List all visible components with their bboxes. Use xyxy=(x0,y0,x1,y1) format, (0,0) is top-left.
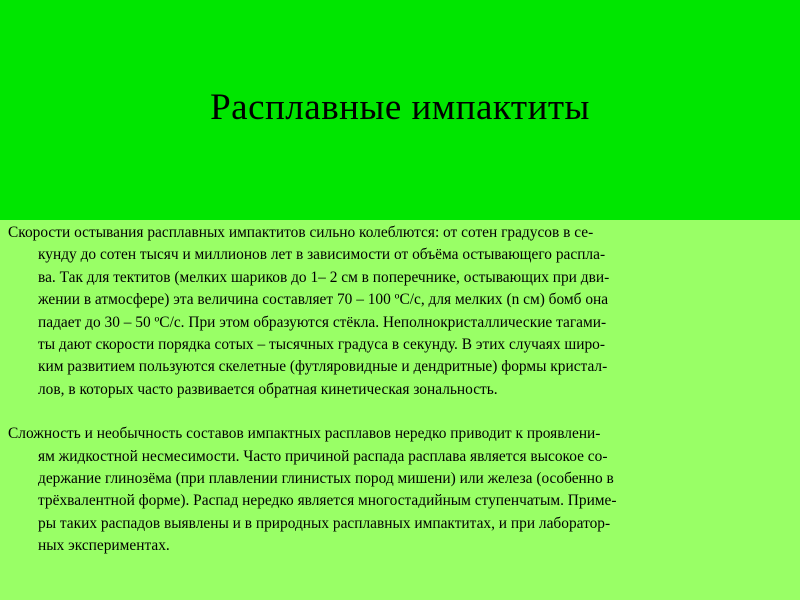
text-line: кунду до сотен тысяч и миллионов лет в зависимости от объёма остывающего распла- xyxy=(38,246,606,264)
text-line: ры таких распадов выявлены и в природных расплавных импактитах, и при лаборатор- xyxy=(38,514,611,532)
title-band xyxy=(0,0,800,220)
text-line: Сложность и необычность составов импактных расплавов нередко приводит к проявлени- xyxy=(8,425,601,443)
text-line: лов, в которых часто развивается обратная кинетическая зональность. xyxy=(38,380,498,398)
text-line: держание глинозёма (при плавлении глинистых пород мишени) или железа (особенно в xyxy=(38,470,614,488)
text-line: Скорости остывания расплавных импактитов сильно колеблются: от сотен градусов в се- xyxy=(8,224,594,241)
text-line: ям жидкостной несмесимости. Часто причиной распада расплава является высокое со- xyxy=(38,447,608,465)
text-line: жении в атмосфере) эта величина составляет 70 – 100 ºС/с, для мелких (n см) бомб она xyxy=(38,291,609,309)
slide-body xyxy=(8,222,791,580)
paragraph-liquid-immiscibility xyxy=(8,423,791,557)
paragraph-cooling-rates xyxy=(8,222,791,401)
text-line: ных экспериментах. xyxy=(38,537,170,555)
text-line: ва. Так для тектитов (мелких шариков до 1– 2 см в поперечнике, остывающих при дви- xyxy=(38,268,610,286)
text-line: трёхвалентной форме). Распад нередко является многостадийным ступенчатым. Приме- xyxy=(38,492,617,510)
slide-title: Расплавные импактиты xyxy=(210,87,590,128)
text-line: падает до 30 – 50 ºС/с. При этом образуются стёкла. Неполнокристаллические тагами- xyxy=(38,313,607,331)
text-line: ким развитием пользуются скелетные (футляровидные и дендритные) формы кристал- xyxy=(38,358,608,376)
text-line: ты дают скорости порядка сотых – тысячных градуса в секунду. В этих случаях широ- xyxy=(38,336,605,354)
